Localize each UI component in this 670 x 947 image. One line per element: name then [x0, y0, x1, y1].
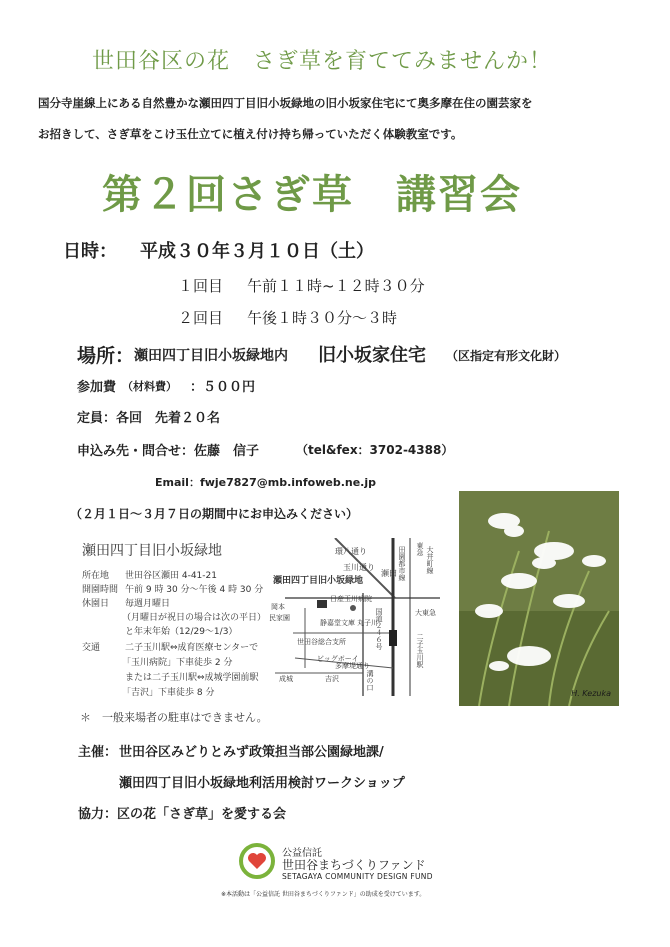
venue-name: 瀬田四丁目旧小坂緑地	[82, 543, 222, 559]
capacity: 定員：各回 先着２０名	[77, 411, 221, 426]
venue-info-value: 二子玉川駅⇔成育医療センターで	[125, 643, 259, 653]
station-marker	[389, 630, 397, 646]
fund-note: ※本活動は「公益信託 世田谷まちづくりファンド」の助成を受けています。	[221, 891, 426, 898]
place-name: 旧小坂家住宅	[318, 345, 426, 366]
map-label-tamagawa-dori: 玉川通り	[343, 563, 375, 572]
venue-info-value: 午前 9 時 30 分～午後 4 時 30 分	[125, 585, 264, 595]
venue-info-key: 開園時間	[82, 585, 119, 595]
painting-signature: H. Kezuka	[571, 689, 611, 698]
egret-orchid-painting	[459, 491, 619, 706]
session2-label: ２回目	[178, 309, 224, 327]
map-label-futako: 二子玉川駅	[416, 633, 424, 668]
venue-info-key: 交通	[82, 643, 101, 653]
event-title: 第２回さぎ草 講習会	[102, 172, 522, 218]
venue-info-value: 「玉川病院」下車徒歩 2 分	[122, 658, 233, 668]
venue-marker	[317, 600, 327, 608]
venue-info-value: 世田谷区瀬田 4-41-21	[125, 571, 217, 581]
map-label-maruko: 丸子川	[357, 619, 378, 627]
fund-english-name: SETAGAYA COMMUNITY DESIGN FUND	[282, 872, 433, 881]
fee-label: 参加費	[77, 380, 117, 395]
painting-art	[459, 491, 619, 706]
map-label-kanpachi: 環八通り	[335, 547, 367, 556]
session1-time: 午前１１時~１２時３０分	[247, 277, 425, 295]
map-label-oimachi: 大井町線	[426, 546, 434, 574]
venue-info-value: 「吉沢」下車徒歩 8 分	[122, 688, 215, 698]
host-label: 主催：	[78, 745, 118, 760]
map-title: 瀬田四丁目旧小坂緑地	[273, 576, 364, 586]
map-label-mizonokuchi: 溝の口	[366, 670, 374, 691]
map-label-minkaen: 民家園	[269, 614, 290, 622]
fee-value: ：５００円	[190, 380, 256, 395]
heart-logo-icon	[238, 842, 276, 880]
email-address[interactable]: Email：fwje7827@mb.infoweb.ne.jp	[155, 476, 376, 489]
map-label-okamoto: 岡本	[271, 603, 285, 611]
session2-time: 午後１時３０分～３時	[247, 309, 398, 327]
cooperation: 協力：区の花「さぎ草」を愛する会	[78, 807, 287, 822]
contact-tel: （tel&fex：3702-4388）	[296, 443, 454, 457]
catch-copy: 世田谷区の花 さぎ草を育ててみませんか！	[92, 49, 553, 74]
host-line-1: 世田谷区みどりとみず政策担当部公園緑地課/	[119, 745, 384, 760]
map-label-hospital: 日産玉川病院	[330, 595, 372, 603]
fund-small-label: 公益信託	[282, 848, 322, 859]
access-map	[265, 538, 445, 696]
venue-info-key: 所在地	[82, 571, 110, 581]
place-note: （区指定有形文化財）	[446, 349, 567, 363]
contact-label: 申込み先・問合せ：佐藤 信子	[77, 444, 260, 459]
application-period-note: （２月１日～３月７日の期間中にお申込みください）	[70, 507, 359, 521]
fund-logo	[238, 842, 276, 880]
place-value: 瀬田四丁目旧小坂緑地内	[134, 348, 288, 364]
venue-info-value: と年末年始（12/29～1/3）	[125, 627, 238, 637]
intro-line-2: お招きして、さぎ草をこけ玉仕立てに植え付け持ち帰っていただく体験教室です。	[38, 127, 463, 141]
venue-info-key: 休園日	[82, 599, 110, 609]
map-label-sogo: 世田谷総合支所	[297, 638, 346, 646]
host-line-2: 瀬田四丁目旧小坂緑地利活用検討ワークショップ	[119, 776, 405, 791]
venue-info-value: （月曜日が祝日の場合は次の平日）	[122, 613, 267, 623]
place-label: 場所：	[77, 345, 135, 367]
map-label-seta: 瀬田	[381, 569, 397, 578]
venue-info-value: 毎週月曜日	[125, 599, 171, 609]
venue-info-value: または二子玉川駅⇔成城学園前駅	[125, 673, 259, 683]
map-label-seikado: 静嘉堂文庫	[320, 619, 355, 627]
map-label-kokudo: 国道２４６号	[375, 608, 383, 650]
map-label-toukyu: 東急	[416, 542, 424, 556]
date-label: 日時：	[63, 241, 117, 262]
fee-note: （材料費）	[122, 380, 177, 393]
parking-note: ＊ 一般来場者の駐車はできません。	[80, 711, 268, 724]
map-label-yoshizawa: 吉沢	[325, 675, 339, 683]
date-value: 平成３０年３月１０日（土）	[140, 241, 374, 262]
intro-line-1: 国分寺崖線上にある自然豊かな瀬田四丁目旧小坂緑地の旧小坂家住宅にて奥多摩在住の園芸家を	[38, 96, 533, 110]
map-label-daito: 大東急	[415, 609, 436, 617]
map-label-tamazutsumi: 多摩堤通り	[335, 662, 370, 670]
map-label-seijo: 成城	[279, 675, 293, 683]
fund-name: 世田谷まちづくりファンド	[282, 858, 426, 872]
map-label-bigboy: ビッグボーイ	[317, 655, 359, 663]
session1-label: １回目	[178, 277, 224, 295]
map-label-denen: 田園都市線	[398, 546, 406, 581]
